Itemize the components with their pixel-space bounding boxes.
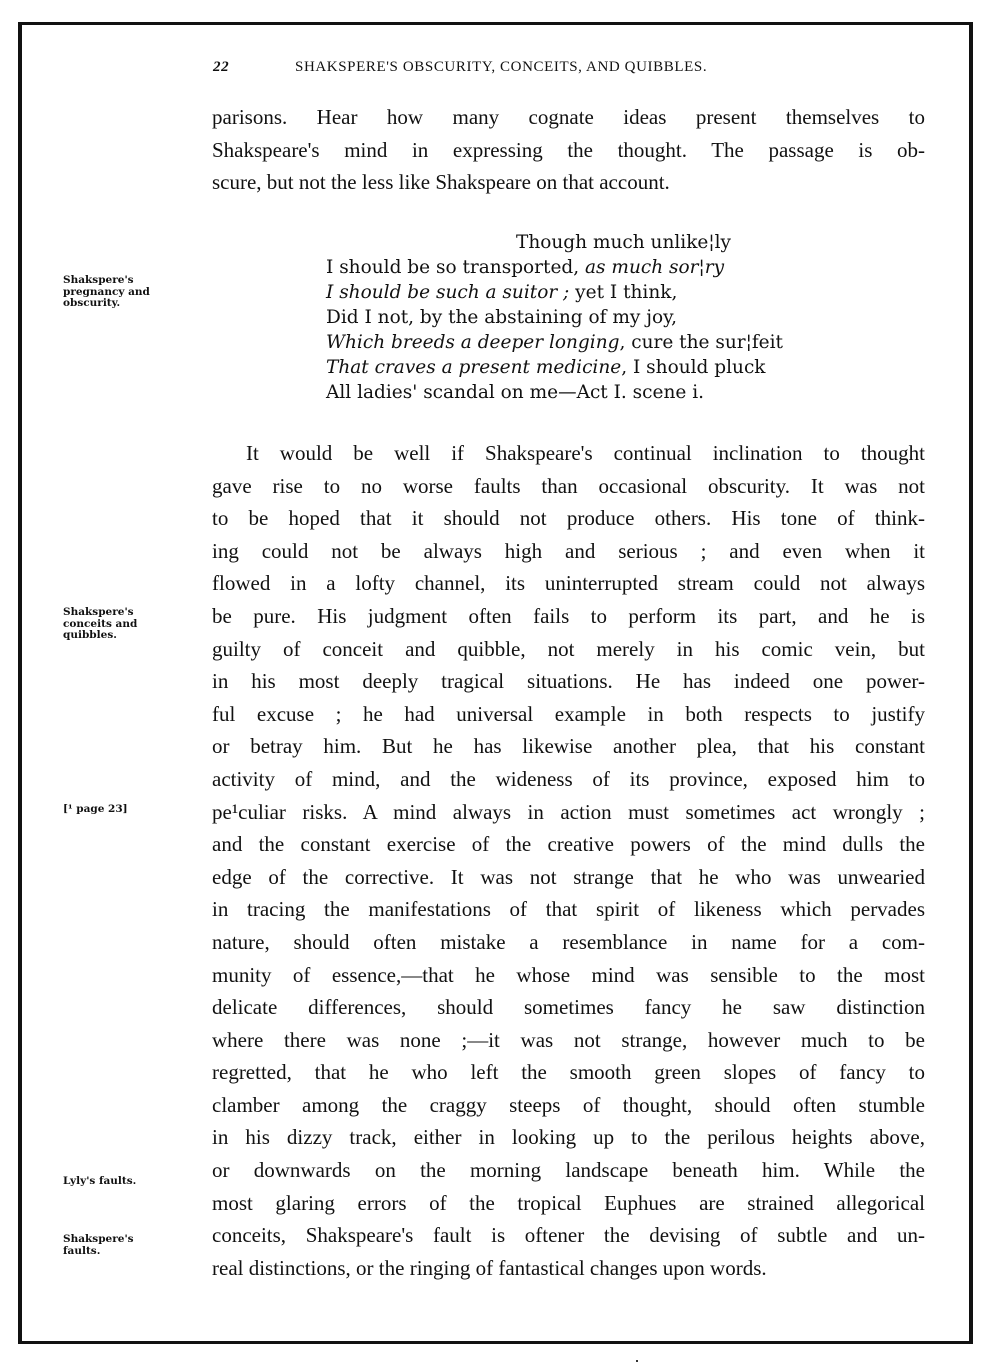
margin-note-conceits-quibbles: Shakspere's conceits and quibbles. [63,606,138,641]
text-line: activity of mind, and the wideness of its province, exposed him to [212,766,925,791]
verse-line: Did I not, by the abstaining of my joy, [326,307,677,328]
text-line: conceits, Shakspeare's fault is oftener the devising of subtle and un- [212,1223,925,1248]
paragraph-1 [212,101,925,199]
paragraph-2 [212,437,925,1284]
text-line: where there was none ;—it was not strange, however much to be [212,1027,925,1052]
margin-note-pregnancy-obscurity: Shakspere's pregnancy and obscurity. [63,274,150,309]
page-number: 22 [213,59,230,75]
text-line: parisons. Hear how many cognate ideas present themselves to [212,105,925,129]
margin-note-shakspere-faults: Shakspere's faults. [63,1233,134,1257]
print-speck [636,1360,638,1362]
text-line: or downwards on the morning landscape beneath him. While the [212,1158,925,1183]
verse-line: Though much unlike¦ly [516,232,731,253]
text-line: or betray him. But he has likewise another plea, that his constant [212,734,925,759]
verse-line: All ladies' scandal on me—Act I. scene i. [326,382,705,403]
text-line: delicate differences, should sometimes fancy he saw distinction [212,995,925,1020]
margin-note-page-ref: [¹ page 23] [63,803,128,815]
text-line: clamber among the craggy steeps of thought, should often stumble [212,1092,925,1117]
text-line: scure, but not the less like Shakspeare on that account. [212,170,670,195]
verse-quotation [326,230,783,405]
text-line: ing could not be always high and serious ; and even when it [212,538,925,563]
verse-line: That craves a present medicine, I should pluck [326,357,766,378]
text-line: to be hoped that it should not produce others. His tone of think- [212,506,925,531]
verse-line: I should be so transported, as much sor¦ry [326,257,725,278]
margin-note-lyly-faults: Lyly's faults. [63,1175,137,1187]
text-line: and the constant exercise of the creative powers of the mind dulls the [212,832,925,857]
running-head [213,59,933,76]
text-line: gave rise to no worse faults than occasional obscurity. It was not [212,473,925,498]
text-line: It would be well if Shakspeare's continual inclination to thought [246,441,925,465]
text-line: ful excuse ; he had universal example in both respects to justify [212,701,925,726]
text-line: regretted, that he who left the smooth green slopes of fancy to [212,1060,925,1085]
text-line: pe¹culiar risks. A mind always in action must sometimes act wrongly ; [212,799,925,824]
text-line: most glaring errors of the tropical Euphues are strained allegorical [212,1190,925,1215]
text-line: edge of the corrective. It was not strange that he who was unwearied [212,864,925,889]
text-line: guilty of conceit and quibble, not merely in his comic vein, but [212,636,925,661]
text-line: in tracing the manifestations of that spirit of likeness which pervades [212,897,925,922]
text-line: flowed in a lofty channel, its uninterrupted stream could not always [212,571,925,596]
text-line: in his most deeply tragical situations. He has indeed one power- [212,669,925,694]
verse-line: Which breeds a deeper longing, cure the sur¦feit [326,332,783,353]
text-line: nature, should often mistake a resemblance in name for a com- [212,929,925,954]
text-line: in his dizzy track, either in looking up to the perilous heights above, [212,1125,925,1150]
running-head-title: SHAKSPERE'S OBSCURITY, CONCEITS, AND QUIBBLES. [295,59,708,75]
text-line: be pure. His judgment often fails to perform its part, and he is [212,603,925,628]
verse-line: I should be such a suitor ; yet I think, [326,282,678,303]
text-line: Shakspeare's mind in expressing the thought. The passage is ob- [212,137,925,162]
text-line: real distinctions, or the ringing of fantastical changes upon words. [212,1255,767,1280]
text-line: munity of essence,—that he whose mind was sensible to the most [212,962,925,987]
